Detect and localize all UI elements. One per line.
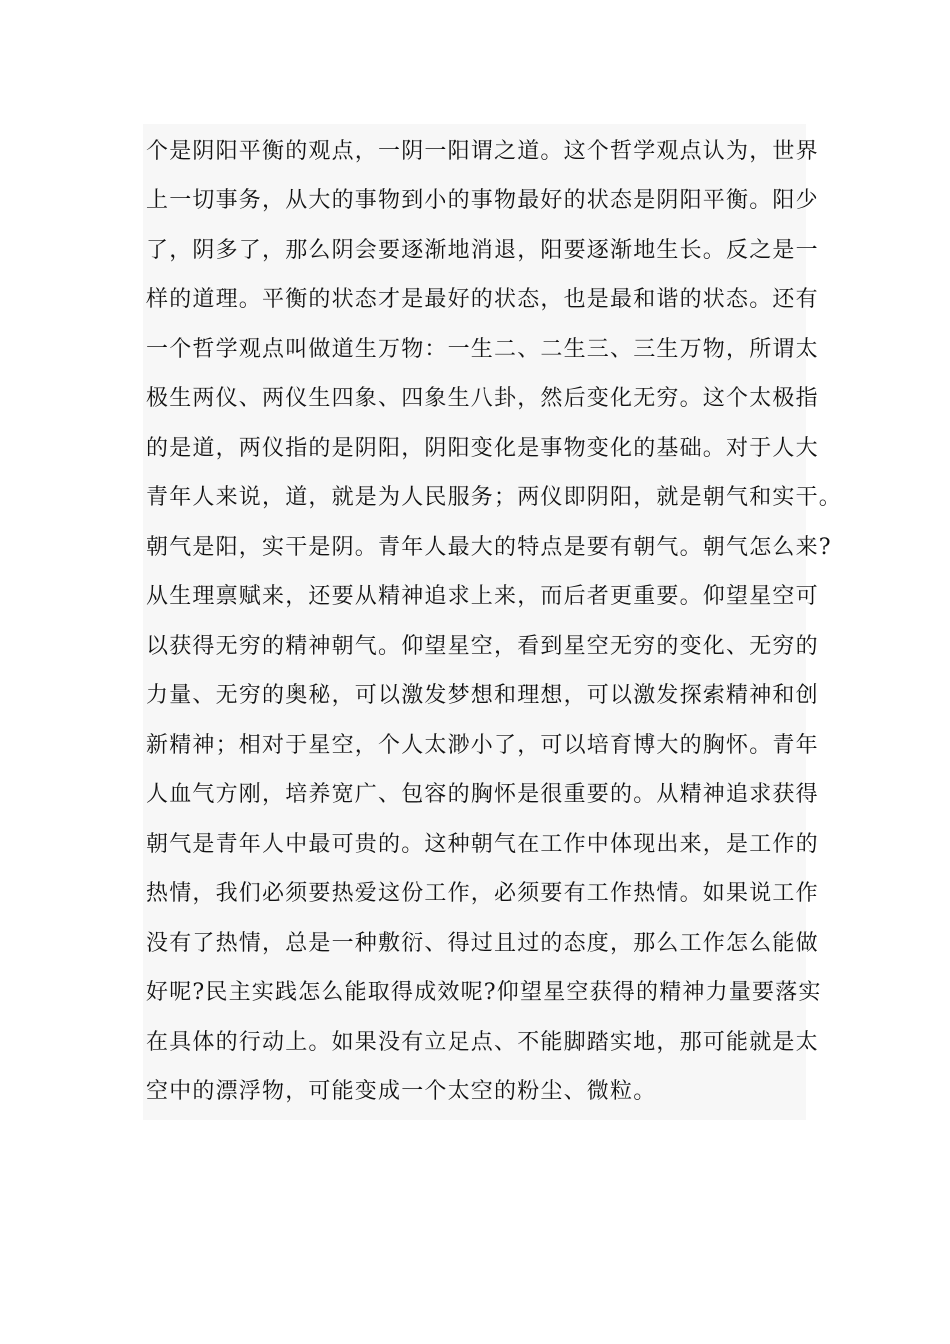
text-line: 样的道理。平衡的状态才是最好的状态，也是最和谐的状态。还有: [146, 287, 819, 312]
text-line: 没有了热情，总是一种敷衍、得过且过的态度，那么工作怎么能做: [146, 931, 819, 956]
text-line: 新精神；相对于星空，个人太渺小了，可以培育博大的胸怀。青年: [146, 733, 819, 758]
text-line: 一个哲学观点叫做道生万物：一生二、二生三、三生万物，所谓太: [146, 337, 819, 362]
text-line: 极生两仪、两仪生四象、四象生八卦，然后变化无穷。这个太极指: [146, 386, 819, 411]
text-line: 在具体的行动上。如果没有立足点、不能脚踏实地，那可能就是太: [146, 1030, 819, 1055]
text-line: 了，阴多了，那么阴会要逐渐地消退，阳要逐渐地生长。反之是一: [146, 238, 819, 263]
text-line: 空中的漂浮物，可能变成一个太空的粉尘、微粒。: [146, 1079, 657, 1104]
text-line: 人血气方刚，培养宽广、包容的胸怀是很重要的。从精神追求获得: [146, 782, 819, 807]
text-line: 以获得无穷的精神朝气。仰望星空，看到星空无穷的变化、无穷的: [146, 634, 819, 659]
text-line: 朝气是阳，实干是阴。青年人最大的特点是要有朝气。朝气怎么来?: [146, 535, 832, 560]
text-line: 青年人来说，道，就是为人民服务；两仪即阴阳，就是朝气和实干。: [146, 485, 843, 510]
text-line: 个是阴阳平衡的观点，一阴一阳谓之道。这个哲学观点认为，世界: [146, 139, 819, 164]
text-line: 好呢?民主实践怎么能取得成效呢?仰望星空获得的精神力量要落实: [146, 980, 822, 1005]
text-line: 热情，我们必须要热爱这份工作，必须要有工作热情。如果说工作: [146, 881, 819, 906]
text-line: 朝气是青年人中最可贵的。这种朝气在工作中体现出来，是工作的: [146, 832, 819, 857]
body-text-block: [143, 124, 843, 1120]
text-line: 从生理禀赋来，还要从精神追求上来，而后者更重要。仰望星空可: [146, 584, 819, 609]
text-line: 的是道，两仪指的是阴阳，阴阳变化是事物变化的基础。对于人大: [146, 436, 819, 461]
text-line: 力量、无穷的奥秘，可以激发梦想和理想，可以激发探索精神和创: [146, 683, 819, 708]
text-line: 上一切事务，从大的事物到小的事物最好的状态是阴阳平衡。阳少: [146, 188, 819, 213]
